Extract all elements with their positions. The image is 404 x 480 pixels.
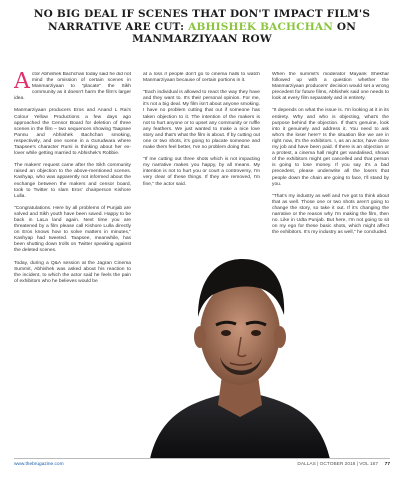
col1-paragraph-2: Manmarziyaan producers Eros and Anand L Rai's Colour Yellow Productions a few days ago approached the Censor Board for deletion of three scenes in the film – two sequences showing Taapsee Pannu and Abhishek Bachchan smoking, respectively, and one scene in a Gurudwara where Taapsee's character Rumi is thinking about her ex-lover while getting married to Abhishek's Robbie.	[14, 108, 131, 157]
page-footer	[14, 460, 390, 470]
col3-paragraph-1: When the summit's moderator Mayank Shekhar followed up with a question whether the Manmarziyaan producers' decision would set a wrong precedent for future films, Abhishek said one needs to look at every film separately and in entirety.	[272, 72, 389, 102]
footer-rule	[14, 458, 390, 459]
footer-issue-info: DALLAS | OCTOBER 2018 | VOL 167	[297, 462, 378, 467]
col1-paragraph-1	[14, 72, 131, 102]
col2-paragraph-2: "Each individual is allowed to react the way they have and they want to. It's their personal opinion. For me, it's not a big deal. My film isn't about anyone smoking. I have no problem cutting that out if someone has taken objection to it. The intention of the makers is not to hurt anyone or to upset any community or ruffle any feathers. We just wanted to make a nice love story and that's what the film is about. If by cutting out one or two shots, it's going to placate someone and make them feel better, I've no problem doing that.	[143, 90, 260, 151]
headline-part2: ON MANMARZIYAAN ROW	[132, 20, 356, 45]
col3-paragraph-2: "It depends on what the issue is. I'm looking at it in its entirety. Why and who is objecting, what's the purpose behind the objection. If that's genuine, look into it genuinely and address it. You need to ask who's the loser here? Is the situation like we are in right now, it's the exhibitors. I, as an actor, have done my job and have been paid. If there is an objection or a protest, a cinema hall might get vandalised, shows of the exhibitors might get cancelled and that person is going to lose money. If you say it's a bad precedent, please underwrite all the losers that people down the chain are going to face, I'll stand by you.	[272, 108, 389, 187]
col2-paragraph-3: "If me cutting out three shots which is not impacting my narrative makes you happy, by all means. My intention is not to hurt you or court a controversy, I'm very clear of these things. If they are removed, I'm fine," the actor said.	[143, 157, 260, 187]
headline-part1: NO BIG DEAL IF SCENES THAT DON'T IMPACT FILM'S NARRATIVE ARE CUT:	[33, 8, 371, 33]
page-number: 77	[384, 462, 390, 467]
drop-cap: A	[14, 72, 30, 94]
headline-name-last: BACHCHAN	[260, 20, 333, 33]
headline-name-first: ABHISHEK	[188, 20, 257, 33]
col1-p1-text: ctor Abhishek Bachchan today said he did not mind the omission of certain scenes in Manmarziyaan to "placate" the Sikh community as it doesn't harm the film's larger idea.	[14, 72, 131, 102]
footer-url-link[interactable]: www.thebrugazine.com	[14, 462, 64, 467]
col1-paragraph-3: The makers' request came after the Sikh community raised an objection to the above-mentioned scenes. Kashyap, who was apparently not informed about the exchange between the makers and censor board, took to Twitter to slam Eros' chairperson Kishore Lulla.	[14, 163, 131, 199]
headline	[14, 8, 390, 46]
col3-paragraph-3: "That's my industry as well and I've got to think about that as well. Those one or two shots aren't going to change the story, so take it out. If it's changing the narrative or the reason why I'm making the film, then no. Like in Udta Punjab. But here, I'm not going to sit on my ego for these basic shots, which might affect the exhibitors. It's my industry as well," he concluded.	[272, 193, 389, 236]
col1-paragraph-5: Today, during a Q&A session at the Jagran Cinema Summit, Abhishek was asked about his reaction to the incident, to which the actor said he feels the pain of exhibitors who he believes would be	[14, 260, 131, 284]
article-column-1	[14, 72, 131, 402]
col1-paragraph-4: "Congratulations. Here by all problems of Punjab are solved and Sikh youth have been saved. Happy to be back in LaLa land again. Next time you are threatened by a film please call Kishore Lulla directly on Eros knows how to solve matters in minutes," Kashyap had tweeted. Taapsee, meanwhile, has been shutting down trolls on Twitter speaking against the deleted scenes.	[14, 205, 131, 254]
col2-paragraph-1: at a loss if people don't go to cinema halls to watch Manmarziyaan because of certain portions in it.	[143, 72, 260, 84]
actor-portrait	[150, 245, 330, 459]
portrait-illustration	[150, 245, 330, 459]
